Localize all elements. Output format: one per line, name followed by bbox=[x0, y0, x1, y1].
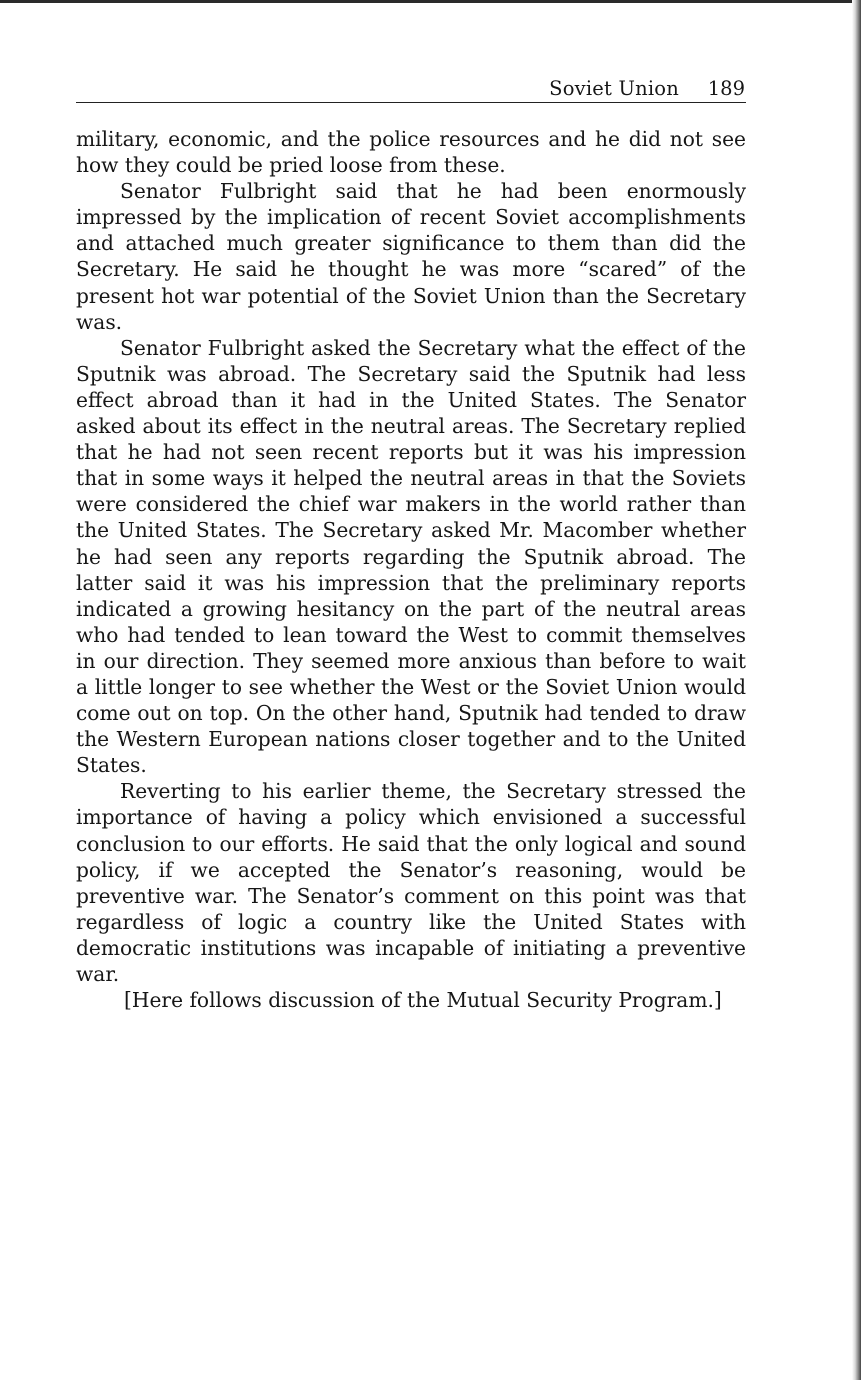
body-text bbox=[76, 126, 746, 1013]
page-binding-edge bbox=[852, 0, 861, 1380]
paragraph-preventive-war: Reverting to his earlier theme, the Secretary stressed the importance of having a policy which envisioned a successful conclusion to our efforts. He said that the only logical and sound policy, if we accepted the Senator’s reasoning, would be preventive war. The Senator’s comment on this point was that regardless of logic a country like the United States with democratic institutions was incapable of initiating a preventive war. bbox=[76, 779, 746, 986]
running-head-title: Soviet Union bbox=[549, 77, 679, 100]
paragraph-sputnik-effect: Senator Fulbright asked the Secretary what the effect of the Sputnik was abroad. The Secretary said the Sputnik had less effect abroad than it had in the United States. The Senator asked about its effect in the neutral areas. The Secretary replied that he had not seen recent reports but it was his impression that in some ways it helped the neutral areas in that the Soviets were considered the chief war makers in the world rather than the United States. The Secretary asked Mr. Macomber whether he had seen any reports regarding the Sputnik abroad. The latter said it was his impression that the preliminary reports indicated a growing hesitancy on the part of the neutral areas who had tended to lean toward the West to commit themselves in our direction. They seemed more anxious than before to wait a little longer to see whether the West or the Soviet Union would come out on top. On the other hand, Sputnik had tended to draw the Western European nations closer together and to the United States. bbox=[76, 335, 746, 778]
paragraph-fulbright-impressed: Senator Fulbright said that he had been enormously impressed by the implication of recent Soviet accomplishments and attached much greater significance to them than did the Secretary. He said he thought he was more “scared” of the present hot war potential of the Soviet Union than the Secretary was. bbox=[76, 179, 746, 334]
running-head bbox=[76, 76, 746, 103]
paragraph-continuation: military, economic, and the police resources and he did not see how they could be pried loose from these. bbox=[76, 127, 746, 178]
page-number: 189 bbox=[707, 77, 745, 100]
editorial-note: [Here follows discussion of the Mutual Security Program.] bbox=[124, 988, 722, 1013]
page-top-edge bbox=[0, 0, 861, 3]
